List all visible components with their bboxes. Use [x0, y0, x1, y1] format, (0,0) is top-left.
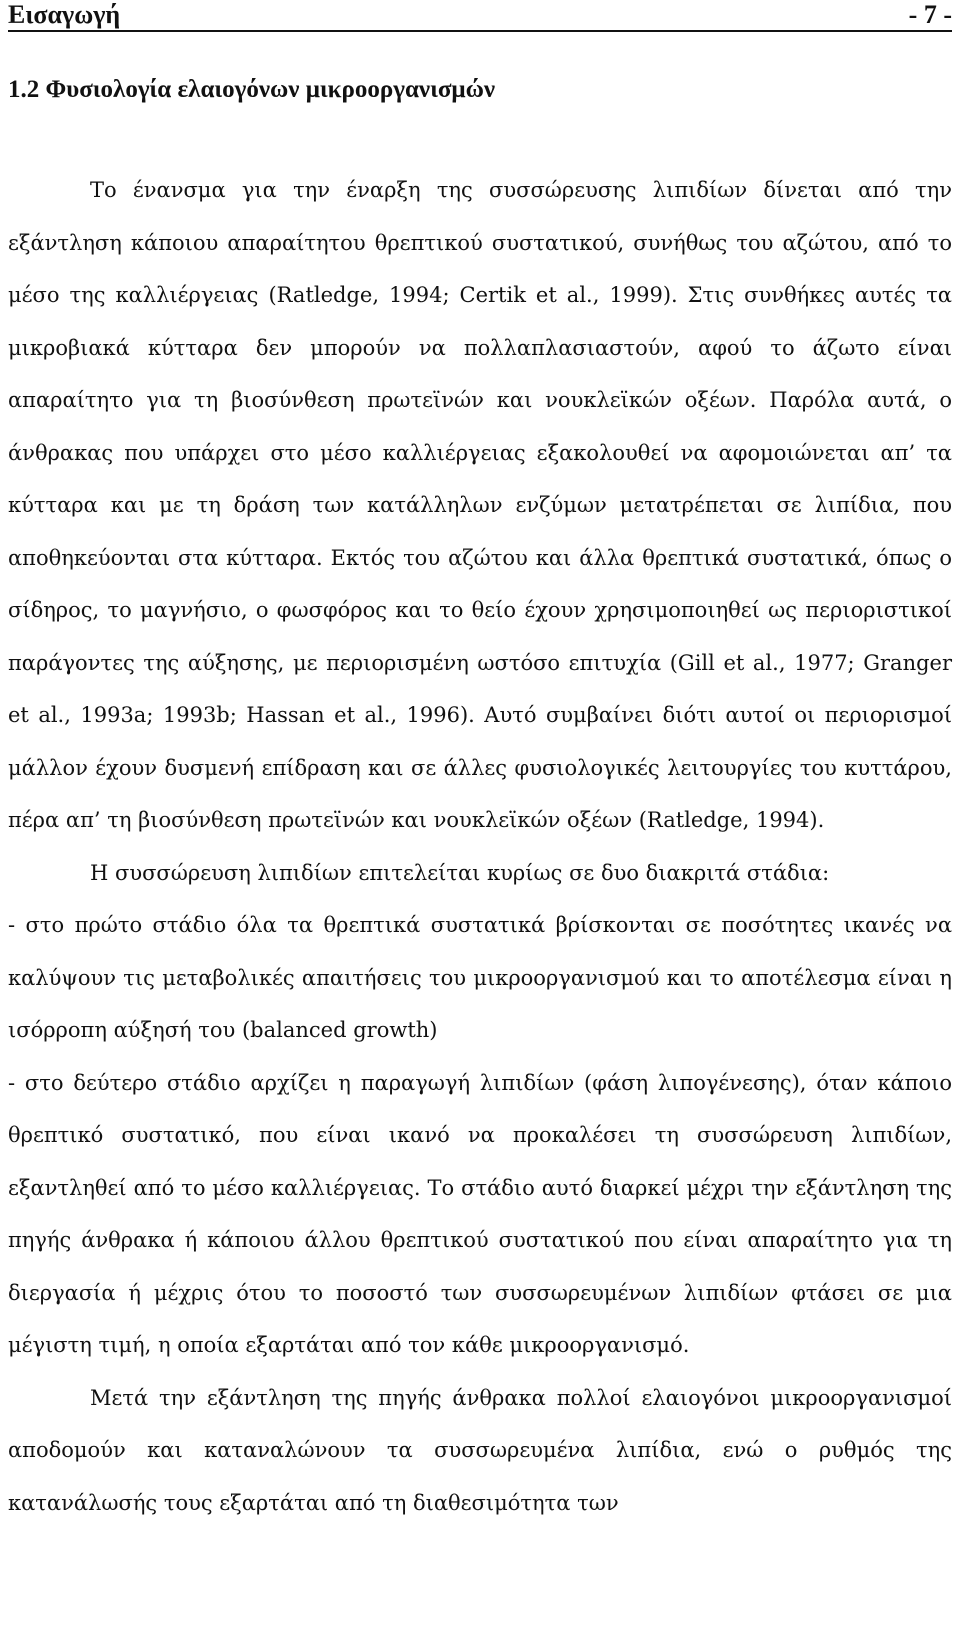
list-item-1: - στο πρώτο στάδιο όλα τα θρεπτικά συστατικά βρίσκονται σε ποσότητες ικανές να καλύψουν τις μεταβολικές απαιτήσεις του μικροοργανισμού και το αποτέλεσμα είναι η ισόρροπη αύξησή του (balanced growth)	[8, 913, 952, 1042]
paragraph-3: Μετά την εξάντληση της πηγής άνθρακα πολλοί ελαιογόνοι μικροοργανισμοί αποδομούν και καταναλώνουν τα συσσωρευμένα λιπίδια, ενώ ο ρυθμός της κατανάλωσής τους εξαρτάται από τη διαθεσιμότητα των	[8, 1385, 952, 1515]
list-item-2: - στο δεύτερο στάδιο αρχίζει η παραγωγή λιπιδίων (φάση λιπογένεσης), όταν κάποιο θρεπτικό συστατικό, που είναι ικανό να προκαλέσει τη συσσώρευση λιπιδίων, εξαντληθεί από το μέσο καλλιέργειας. Το στάδιο αυτό διαρκεί μέχρι την εξάντληση της πηγής άνθρακα ή κάποιου άλλου θρεπτικού συστατικού που είναι απαραίτητο για τη διεργασία ή μέχρις ότου το ποσοστό των συσσωρευμένων λιπιδίων φτάσει σε μια μέγιστη τιμή, η οποία εξαρτάται από τον κάθε μικροοργανισμό.	[8, 1070, 952, 1357]
section-heading: 1.2 Φυσιολογία ελαιογόνων μικροοργανισμών	[8, 76, 496, 103]
paragraph-1: Το ένανσμα για την έναρξη της συσσώρευσης λιπιδίων δίνεται από την εξάντληση κάποιου απαραίτητου θρεπτικού συστατικού, συνήθως του αζώτου, από το μέσο της καλλιέργειας (Ratledge, 1994; Certik et al., 1999). Στις συνθήκες αυτές τα μικροβιακά κύτταρα δεν μπορούν να πολλαπλασιαστούν, αφού το άζωτο είναι απαραίτητο για τη βιοσύνθεση πρωτεϊνών και νουκλεϊκών οξέων. Παρόλα αυτά, ο άνθρακας που υπάρχει στο μέσο καλλιέργειας εξακολουθεί να αφομοιώνεται απ’ τα κύτταρα και με τη δράση των κατάλληλων ενζύμων μετατρέπεται σε λιπίδια, που αποθηκεύονται στα κύτταρα. Εκτός του αζώτου και άλλα θρεπτικά συστατικά, όπως ο σίδηρος, το μαγνήσιο, ο φωσφόρος και το θείο έχουν χρησιμοποιηθεί ως περιοριστικοί παράγοντες της αύξησης, με περιορισμένη ωστόσο επιτυχία (Gill et al., 1977; Granger et al., 1993a; 1993b; Hassan et al., 1996). Αυτό συμβαίνει διότι αυτοί οι περιορισμοί μάλλον έχουν δυσμενή επίδραση και σε άλλες φυσιολογικές λειτουργίες του κυττάρου, πέρα απ’ τη βιοσύνθεση πρωτεϊνών και νουκλεϊκών οξέων (Ratledge, 1994).	[8, 178, 952, 832]
header-section-title: Εισαγωγή	[8, 0, 121, 29]
body-text	[8, 164, 952, 1529]
paragraph-2: Η συσσώρευση λιπιδίων επιτελείται κυρίως σε δυο διακριτά στάδια:	[90, 860, 830, 885]
header-rule	[8, 30, 952, 32]
page-header	[8, 0, 952, 30]
header-page-number: - 7 -	[908, 0, 952, 29]
